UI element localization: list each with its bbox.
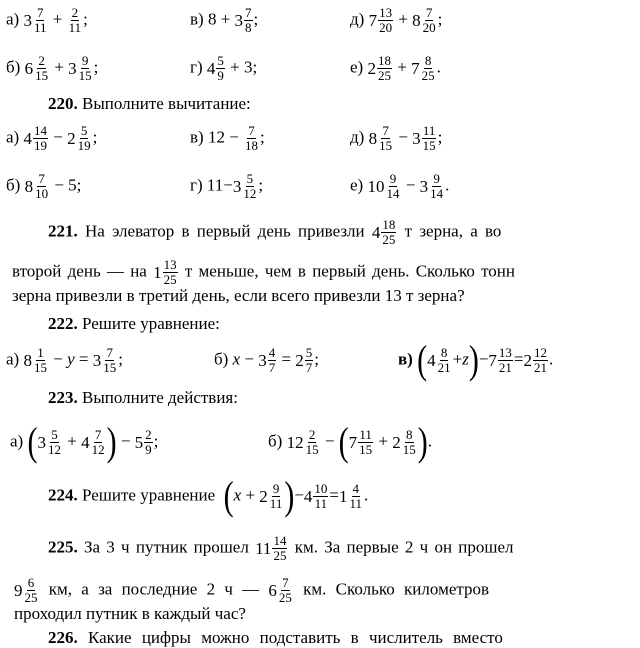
- ex223-b: б) 12 $\frac{2}{15}$ − (7 $\frac{11}{15}$ + 2 $\frac{8}{15}$ ).: [268, 419, 432, 465]
- ex221-line3: зерна привезли в третий день, если всего привезли 13 т зерна?: [12, 286, 465, 305]
- ex219-b: б) 6 $\frac{2}{15}$ + 3 $\frac{9}{15}$ ;: [6, 53, 99, 83]
- ex220-e: е) 10 $\frac{9}{14}$ − 3 $\frac{9}{14}$ .: [350, 171, 450, 201]
- ex220-v: в) 12 − $\frac{7}{18}$ ;: [190, 123, 265, 153]
- ex219-d: д) 7 $\frac{13}{20}$ + 8 $\frac{7}{20}$ ;: [350, 5, 443, 35]
- ex223-a: а) (3 $\frac{5}{12}$ + 4 $\frac{7}{12}$ ) − 5 $\frac{2}{9}$ ;: [10, 419, 159, 465]
- ex225-line1: 225. За 3 ч путник прошел 11 $\frac{14}{25}$ км. За первые 2 ч он прошел: [48, 533, 514, 563]
- ex221-line1: 221. На элеватор в первый день привезли 4 $\frac{18}{25}$ т зерна, а во: [48, 217, 502, 247]
- ex219-v: в) 8 + 3 $\frac{7}{8}$ ;: [190, 5, 259, 35]
- ex220-b: б) 8 $\frac{7}{10}$ − 5;: [6, 171, 82, 201]
- ex222-heading: 222. Решите уравнение:: [48, 314, 220, 333]
- ex222-b: б) x − 3 $\frac{4}{7}$ = 2 $\frac{5}{7}$ ;: [214, 345, 320, 375]
- ex221-line2: второй день — на 1 $\frac{13}{25}$ т меньше, чем в первый день. Сколько тонн: [12, 257, 515, 287]
- ex220-a: а) 4 $\frac{14}{19}$ − 2 $\frac{5}{19}$ ;: [6, 123, 98, 153]
- ex224: 224. Решите уравнение (x + 2 $\frac{9}{11}$ )−4 $\frac{10}{11}$ =1 $\frac{4}{11}$ .: [48, 473, 369, 519]
- ex225-line3: проходил путник в каждый час?: [14, 604, 246, 623]
- ex222-v: в) (4 $\frac{8}{21}$ +z)−7 $\frac{13}{21}$ =2 $\frac{12}{21}$ .: [398, 337, 554, 383]
- ex223-heading: 223. Выполните действия:: [48, 388, 238, 407]
- ex225-line2: 9 $\frac{6}{25}$ км, а за последние 2 ч — 6 $\frac{7}{25}$ км. Сколько километров: [14, 575, 490, 605]
- ex220-d: д) 8 $\frac{7}{15}$ − 3 $\frac{11}{15}$ ;: [350, 123, 443, 153]
- ex220-heading: 220. Выполните вычитание:: [48, 94, 251, 113]
- ex219-a: а) 3 $\frac{7}{11}$ + $\frac{2}{11}$ ;: [6, 5, 88, 35]
- ex219-e: е) 2 $\frac{18}{25}$ + 7 $\frac{8}{25}$ .: [350, 53, 441, 83]
- ex219-g: г) 4 $\frac{5}{9}$ + 3;: [190, 53, 258, 83]
- ex222-a: а) 8 $\frac{1}{15}$ − y = 3 $\frac{7}{15}$ ;: [6, 345, 123, 375]
- ex226-line1: 226. Какие цифры можно подставить в числитель вместо: [48, 628, 503, 647]
- ex220-g: г) 11−3 $\frac{5}{12}$ ;: [190, 171, 264, 201]
